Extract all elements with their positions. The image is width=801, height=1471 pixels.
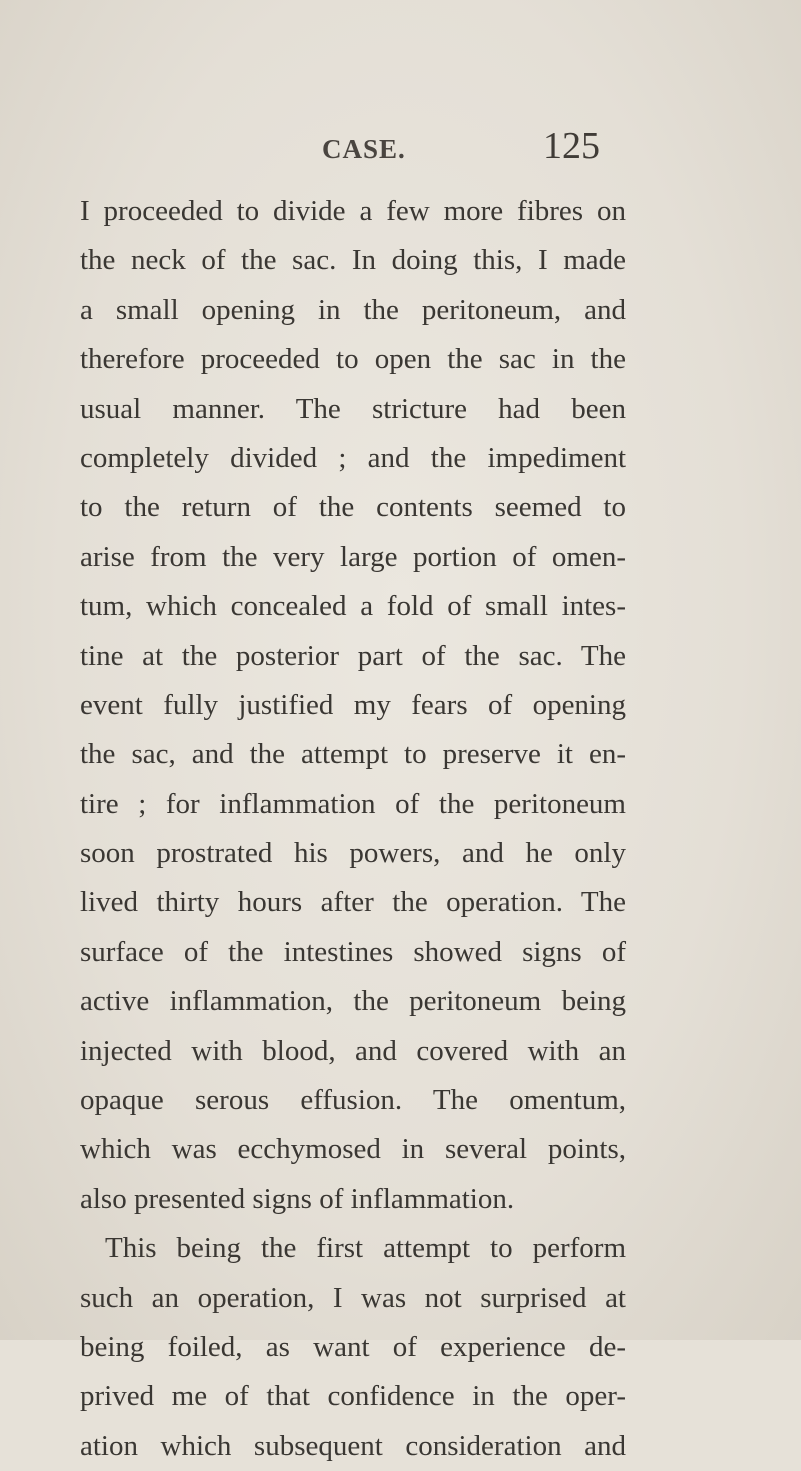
text-line: tire ; for inflammation of the peritoneum (80, 787, 626, 820)
body-text (80, 187, 626, 1471)
text-line: such an operation, I was not surprised at (80, 1281, 626, 1314)
text-line: usual manner. The stricture had been (80, 392, 626, 425)
text-line: a small opening in the peritoneum, and (80, 293, 626, 326)
text-line: prived me of that confidence in the oper- (80, 1380, 626, 1413)
text-line: soon prostrated his powers, and he only (80, 837, 626, 870)
text-line: event fully justified my fears of opening (80, 688, 626, 721)
text-line: arise from the very large portion of omen- (80, 540, 626, 573)
text-line: being foiled, as want of experience de- (80, 1330, 626, 1363)
text-line: tine at the posterior part of the sac. The (80, 639, 626, 672)
text-line: injected with blood, and covered with an (80, 1034, 626, 1067)
text-line: the sac, and the attempt to preserve it en- (80, 738, 626, 771)
running-head: CASE. (322, 134, 406, 164)
text-line: active inflammation, the peritoneum being (80, 985, 626, 1018)
text-line: I proceeded to divide a few more fibres on (80, 195, 626, 227)
page-header (0, 125, 801, 180)
text-line: This being the first attempt to perform (105, 1232, 626, 1265)
text-line: opaque serous effusion. The omentum, (80, 1084, 626, 1117)
text-line: completely divided ; and the impediment (80, 441, 626, 474)
text-line: tum, which concealed a fold of small intes- (80, 590, 626, 623)
text-line: ation which subsequent consideration and (80, 1429, 626, 1462)
text-line: surface of the intestines showed signs of (80, 935, 626, 968)
text-line: therefore proceeded to open the sac in the (80, 343, 626, 376)
text-line: lived thirty hours after the operation. The (80, 886, 626, 919)
text-line: also presented signs of inflammation. (80, 1182, 515, 1215)
page-number: 125 (543, 125, 600, 167)
text-line: which was ecchymosed in several points, (80, 1133, 626, 1166)
text-line: to the return of the contents seemed to (80, 491, 626, 524)
text-line: the neck of the sac. In doing this, I made (80, 244, 626, 277)
